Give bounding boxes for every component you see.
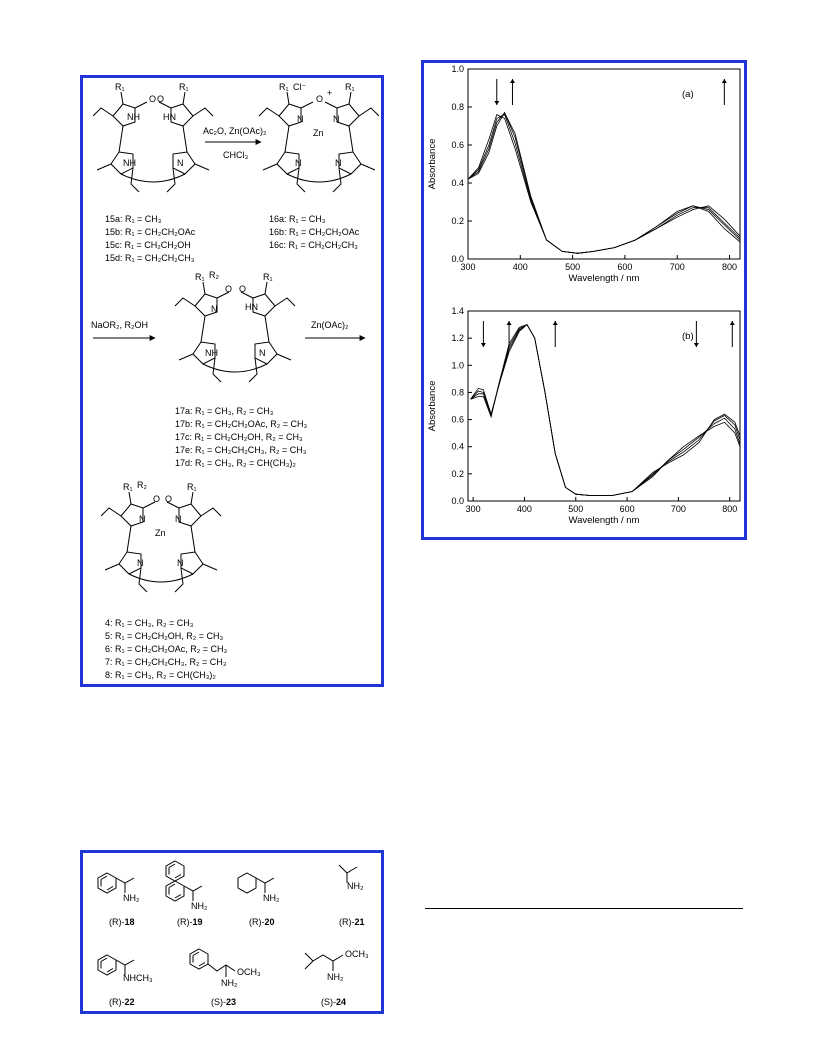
footnote-rule	[425, 908, 743, 909]
chart-a-y-tick-label: 0.6	[451, 140, 464, 150]
reagent-line: NaOR₂, R₂OH	[91, 320, 148, 330]
charge: +	[327, 88, 333, 98]
atom-n: N	[297, 114, 304, 124]
compound-label: 15a: R₁ = CH₃	[105, 214, 162, 224]
amine-21	[339, 865, 365, 927]
chart-b-spectrum-line	[471, 325, 740, 496]
atom-nh: NH	[205, 348, 218, 358]
atom-n: N	[259, 348, 266, 358]
amine-18	[98, 873, 140, 927]
amine-24	[305, 949, 369, 1007]
atom-r1: R₁	[263, 272, 273, 282]
atom-o: O	[225, 284, 233, 294]
reagent-line: Ac₂O, Zn(OAc)₂	[203, 126, 267, 136]
labels-15	[105, 214, 196, 263]
compound-label: 5: R₁ = CH₂CH₂OH, R₂ = CH₃	[105, 631, 224, 641]
compound-label: 15d: R₁ = CH₂CH₂CH₃	[105, 253, 195, 263]
compound-label: 15b: R₁ = CH₂CH₂OAc	[105, 227, 196, 237]
labels-final	[105, 618, 228, 680]
chart-b-x-tick-label: 500	[568, 504, 584, 514]
chart-b-y-axis-title: Absorbance	[427, 380, 438, 432]
chart-b-y-tick-label: 0.8	[451, 387, 464, 398]
atom-r1: R₁	[279, 82, 289, 92]
atom-n: N	[137, 558, 144, 568]
chart-b-spectrum-line	[471, 325, 740, 496]
atom-n: N	[175, 514, 182, 524]
compound-label: (S)-24	[321, 997, 347, 1007]
chart-a-frame	[468, 69, 740, 259]
atom-r1: R₁	[345, 82, 355, 92]
atom-zn: Zn	[313, 128, 324, 138]
compound-label: (S)-23	[211, 997, 237, 1007]
chart-b-y-tick-label: 0.4	[451, 441, 464, 452]
atom-r2: R₂	[209, 270, 219, 280]
chart-a-change-arrow-head	[510, 79, 515, 83]
compound-label: 4: R₁ = CH₃, R₂ = CH₃	[105, 618, 194, 628]
labels-17	[175, 406, 308, 468]
compound-label: 7: R₁ = CH₂CH₂CH₃, R₂ = CH₃	[105, 657, 227, 667]
compound-label: (R)-20	[249, 917, 275, 927]
atom-n: N	[177, 558, 184, 568]
atom-nh: NH	[127, 112, 140, 122]
atom-n: N	[295, 158, 302, 168]
chart-b-change-arrow-head	[730, 321, 735, 325]
compound-label: 8: R₁ = CH₃, R₂ = CH(CH₃)₂	[105, 670, 216, 680]
compound-label: 17c: R₁ = CH₂CH₂OH, R₂ = CH₃	[175, 432, 303, 442]
chart-b-spectrum-line	[471, 325, 740, 496]
chart-a-y-tick-label: 0.0	[451, 254, 464, 264]
atom-o: O	[153, 494, 161, 504]
chart-a-x-tick-label: 600	[617, 262, 633, 272]
atom-o: O	[165, 494, 173, 504]
amines-box	[80, 850, 384, 1014]
chart-b-y-tick-label: 0.0	[451, 496, 464, 506]
chart-a-y-tick-label: 1.0	[451, 64, 464, 74]
atom-r1: R₁	[115, 82, 125, 92]
atom-n: N	[177, 158, 184, 168]
chart-a-y-tick-label: 0.4	[451, 178, 464, 188]
amine-20	[238, 873, 280, 927]
structure-17	[175, 270, 295, 382]
chart-b-change-arrow-head	[507, 321, 512, 325]
amine-group: NH₂	[221, 978, 238, 988]
amine-group: NH₂	[347, 881, 364, 891]
atom-o: O	[157, 94, 165, 104]
chart-a-change-arrow-head	[494, 101, 499, 105]
chart-a-y-tick-label: 0.8	[451, 102, 464, 112]
atom-r1: R₁	[195, 272, 205, 282]
compound-label: 17a: R₁ = CH₃, R₂ = CH₃	[175, 406, 274, 416]
chart-b-y-tick-label: 0.2	[451, 468, 464, 479]
structure-16	[259, 82, 379, 192]
chart-a-y-axis-title: Absorbance	[427, 138, 438, 190]
chart-b-change-arrow-head	[553, 321, 558, 325]
methoxy-group: OCH₃	[345, 949, 369, 959]
amine-19	[166, 861, 208, 927]
reagent-line: CHCl₃	[223, 150, 249, 160]
reagent-line: Zn(OAc)₂	[311, 320, 349, 330]
spectra-figure-box	[421, 60, 747, 540]
chart-a-spectrum-line	[468, 113, 740, 254]
chart-a-x-tick-label: 800	[722, 262, 738, 272]
chart-b-y-tick-label: 1.2	[451, 333, 464, 344]
chart-a-spectrum-line	[468, 115, 740, 254]
amine-group: NH₂	[191, 901, 208, 911]
amine-group: NH₂	[263, 893, 280, 903]
compound-label: (R)-18	[109, 917, 135, 927]
compound-label: 17d: R₁ = CH₃, R₂ = CH(CH₃)₂	[175, 458, 296, 468]
atom-zn: Zn	[155, 528, 166, 538]
compound-label: 15c: R₁ = CH₂CH₂OH	[105, 240, 191, 250]
reaction-scheme-box	[80, 75, 384, 687]
chart-a-change-arrow-head	[722, 79, 727, 83]
chart-b-y-tick-label: 0.6	[451, 414, 464, 425]
atom-r1: R₁	[179, 82, 189, 92]
atom-o: O	[239, 284, 247, 294]
chart-b-x-tick-label: 300	[465, 504, 481, 514]
chart-a-y-tick-label: 0.2	[451, 216, 464, 226]
compound-label: 17b: R₁ = CH₂CH₂OAc, R₂ = CH₃	[175, 419, 308, 429]
chart-b-x-tick-label: 600	[619, 504, 635, 514]
atom-o: O	[316, 94, 324, 104]
chart-b-x-tick-label: 400	[516, 504, 532, 514]
chart-a-spectrum-line	[468, 115, 740, 254]
atom-r2: R₂	[137, 480, 147, 490]
amine-23	[190, 949, 261, 1007]
chart-b-x-tick-label: 800	[722, 504, 738, 514]
chart-b-change-arrow-head	[694, 343, 699, 347]
structure-15	[93, 82, 213, 192]
chart-b-spectrum-line	[471, 325, 740, 496]
amine-group: NHCH₃	[123, 973, 153, 983]
atom-n: N	[333, 114, 340, 124]
chart-a-x-axis-title: Wavelength / nm	[568, 273, 640, 284]
atom-n: N	[211, 304, 218, 314]
compound-label: 16b: R₁ = CH₂CH₂OAc	[269, 227, 360, 237]
absorbance-spectra	[424, 63, 744, 537]
chart-b-panel-label: (b)	[682, 331, 694, 342]
chart-a-x-tick-label: 400	[512, 262, 528, 272]
compound-label: (R)-22	[109, 997, 135, 1007]
chart-b-y-tick-label: 1.0	[451, 360, 464, 371]
atom-nh: NH	[123, 158, 136, 168]
atom-o: O	[149, 94, 157, 104]
amine-22	[98, 955, 153, 1007]
compound-label: 17e: R₁ = CH₂CH₂CH₃, R₂ = CH₃	[175, 445, 307, 455]
chart-b-y-tick-label: 1.4	[451, 306, 464, 316]
compound-label: (R)-21	[339, 917, 365, 927]
compound-label: 16a: R₁ = CH₃	[269, 214, 326, 224]
atom-n: N	[139, 514, 146, 524]
chart-a-panel-label: (a)	[682, 89, 694, 100]
amine-group: NH₂	[327, 972, 344, 982]
chart-a-x-tick-label: 700	[669, 262, 685, 272]
atom-hn: HN	[163, 112, 176, 122]
chart-b-change-arrow-head	[481, 343, 486, 347]
chart-b-x-axis-title: Wavelength / nm	[568, 515, 640, 526]
compound-label: 16c: R₁ = CH₂CH₂CH₃	[269, 240, 358, 250]
chart-a-spectrum-line	[468, 113, 740, 254]
atom-hn: HN	[245, 302, 258, 312]
labels-16	[269, 214, 360, 250]
atom-r1: R₁	[123, 482, 133, 492]
amine-group: NH₂	[123, 893, 140, 903]
atom-n: N	[335, 158, 342, 168]
atom-r1: R₁	[187, 482, 197, 492]
reaction-scheme	[83, 78, 381, 684]
compound-label: (R)-19	[177, 917, 203, 927]
structure-zinc-complex	[101, 480, 221, 592]
compound-label: 6: R₁ = CH₂CH₂OAc, R₂ = CH₃	[105, 644, 228, 654]
chart-a-x-tick-label: 500	[565, 262, 581, 272]
chart-a-x-tick-label: 300	[460, 262, 476, 272]
methoxy-group: OCH₃	[237, 967, 261, 977]
chiral-amines	[83, 853, 381, 1011]
chart-b-x-tick-label: 700	[670, 504, 686, 514]
counter-ion: Cl⁻	[293, 82, 307, 92]
